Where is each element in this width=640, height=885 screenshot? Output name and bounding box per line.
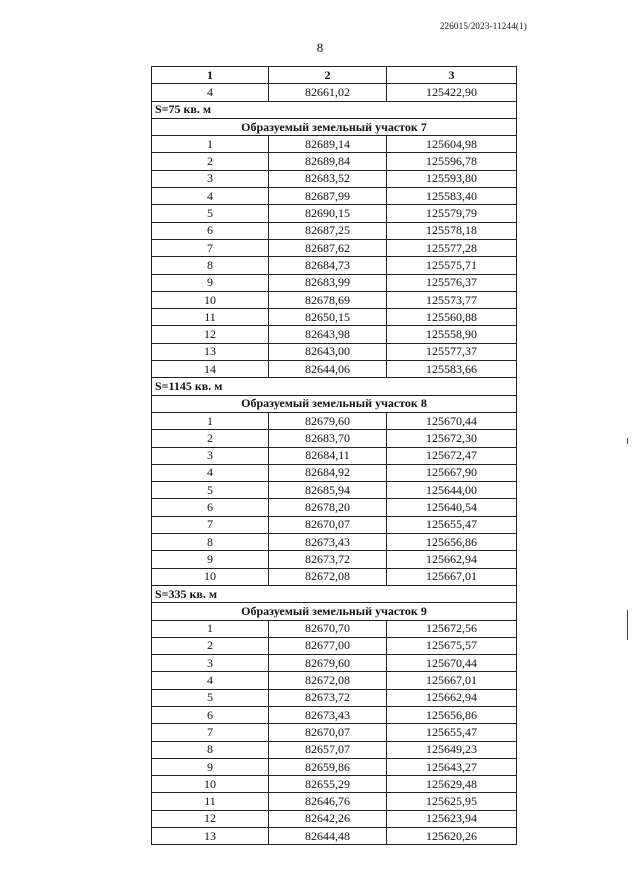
table-row <box>152 637 517 654</box>
x-coordinate-cell: 82678,20 <box>269 499 387 516</box>
table-row <box>152 689 517 706</box>
x-coordinate-cell: 82643,98 <box>269 326 387 343</box>
x-coordinate-cell: 82650,15 <box>269 309 387 326</box>
x-coordinate-cell: 82678,69 <box>269 291 387 308</box>
x-coordinate-cell: 82683,70 <box>269 430 387 447</box>
point-number-cell: 2 <box>152 637 269 654</box>
x-coordinate-cell: 82685,94 <box>269 482 387 499</box>
x-coordinate-cell: 82644,48 <box>269 828 387 845</box>
y-coordinate-cell: 125578,18 <box>387 222 517 239</box>
point-number-cell: 9 <box>152 551 269 568</box>
section-title: Образуемый земельный участок 8 <box>152 395 517 412</box>
table-row <box>152 793 517 810</box>
table-row <box>152 343 517 360</box>
y-coordinate-cell: 125672,47 <box>387 447 517 464</box>
y-coordinate-cell: 125422,90 <box>387 84 517 101</box>
y-coordinate-cell: 125558,90 <box>387 326 517 343</box>
point-number-cell: 1 <box>152 620 269 637</box>
x-coordinate-cell: 82672,08 <box>269 568 387 585</box>
point-number-cell: 4 <box>152 188 269 205</box>
y-coordinate-cell: 125640,54 <box>387 499 517 516</box>
y-coordinate-cell: 125575,71 <box>387 257 517 274</box>
table-row <box>152 361 517 378</box>
y-coordinate-cell: 125670,44 <box>387 655 517 672</box>
y-coordinate-cell: 125656,86 <box>387 706 517 723</box>
y-coordinate-cell: 125644,00 <box>387 482 517 499</box>
table-row <box>152 239 517 256</box>
point-number-cell: 8 <box>152 534 269 551</box>
page-number: 8 <box>316 40 324 55</box>
scan-mark <box>627 610 628 640</box>
y-coordinate-cell: 125670,44 <box>387 412 517 429</box>
x-coordinate-cell: 82683,99 <box>269 274 387 291</box>
table-row <box>152 724 517 741</box>
column-header: 1 <box>152 67 269 84</box>
point-number-cell: 12 <box>152 810 269 827</box>
point-number-cell: 13 <box>152 343 269 360</box>
table-row <box>152 706 517 723</box>
table-row <box>152 257 517 274</box>
point-number-cell: 3 <box>152 170 269 187</box>
table-row <box>152 741 517 758</box>
table-row <box>152 447 517 464</box>
y-coordinate-cell: 125620,26 <box>387 828 517 845</box>
table-row <box>152 551 517 568</box>
y-coordinate-cell: 125667,01 <box>387 568 517 585</box>
x-coordinate-cell: 82659,86 <box>269 758 387 775</box>
table-row <box>152 153 517 170</box>
x-coordinate-cell: 82679,60 <box>269 412 387 429</box>
table-row <box>152 534 517 551</box>
y-coordinate-cell: 125593,80 <box>387 170 517 187</box>
document-id: 226015/2023-11244(1) <box>439 21 527 31</box>
point-number-cell: 12 <box>152 326 269 343</box>
x-coordinate-cell: 82643,00 <box>269 343 387 360</box>
table-row <box>152 464 517 481</box>
x-coordinate-cell: 82690,15 <box>269 205 387 222</box>
x-coordinate-cell: 82655,29 <box>269 776 387 793</box>
point-number-cell: 6 <box>152 706 269 723</box>
point-number-cell: 2 <box>152 430 269 447</box>
y-coordinate-cell: 125672,30 <box>387 430 517 447</box>
point-number-cell: 10 <box>152 291 269 308</box>
area-label: S=75 кв. м <box>152 101 517 118</box>
table-row <box>152 188 517 205</box>
x-coordinate-cell: 82661,02 <box>269 84 387 101</box>
x-coordinate-cell: 82689,84 <box>269 153 387 170</box>
point-number-cell: 11 <box>152 309 269 326</box>
y-coordinate-cell: 125662,94 <box>387 551 517 568</box>
point-number-cell: 8 <box>152 741 269 758</box>
column-header-row <box>152 67 517 84</box>
point-number-cell: 13 <box>152 828 269 845</box>
table-row <box>152 655 517 672</box>
point-number-cell: 10 <box>152 776 269 793</box>
point-number-cell: 11 <box>152 793 269 810</box>
table-row <box>152 672 517 689</box>
x-coordinate-cell: 82684,92 <box>269 464 387 481</box>
y-coordinate-cell: 125577,28 <box>387 239 517 256</box>
table-row <box>152 430 517 447</box>
table-row <box>152 170 517 187</box>
table-row <box>152 828 517 845</box>
y-coordinate-cell: 125655,47 <box>387 724 517 741</box>
y-coordinate-cell: 125649,23 <box>387 741 517 758</box>
point-number-cell: 7 <box>152 516 269 533</box>
y-coordinate-cell: 125625,95 <box>387 793 517 810</box>
table-row <box>152 309 517 326</box>
y-coordinate-cell: 125596,78 <box>387 153 517 170</box>
x-coordinate-cell: 82677,00 <box>269 637 387 654</box>
x-coordinate-cell: 82683,52 <box>269 170 387 187</box>
x-coordinate-cell: 82687,25 <box>269 222 387 239</box>
y-coordinate-cell: 125656,86 <box>387 534 517 551</box>
point-number-cell: 1 <box>152 136 269 153</box>
point-number-cell: 7 <box>152 724 269 741</box>
y-coordinate-cell: 125579,79 <box>387 205 517 222</box>
y-coordinate-cell: 125560,88 <box>387 309 517 326</box>
coordinates-table <box>151 66 517 845</box>
point-number-cell: 6 <box>152 499 269 516</box>
point-number-cell: 8 <box>152 257 269 274</box>
point-number-cell: 4 <box>152 84 269 101</box>
y-coordinate-cell: 125667,01 <box>387 672 517 689</box>
point-number-cell: 4 <box>152 464 269 481</box>
table-row <box>152 222 517 239</box>
table-row <box>152 516 517 533</box>
table-row <box>152 758 517 775</box>
table-row <box>152 205 517 222</box>
section-title-row <box>152 395 517 412</box>
point-number-cell: 9 <box>152 274 269 291</box>
y-coordinate-cell: 125583,40 <box>387 188 517 205</box>
y-coordinate-cell: 125583,66 <box>387 361 517 378</box>
x-coordinate-cell: 82670,07 <box>269 724 387 741</box>
x-coordinate-cell: 82642,26 <box>269 810 387 827</box>
table-row <box>152 291 517 308</box>
y-coordinate-cell: 125667,90 <box>387 464 517 481</box>
area-label: S=1145 кв. м <box>152 378 517 395</box>
point-number-cell: 3 <box>152 655 269 672</box>
x-coordinate-cell: 82670,70 <box>269 620 387 637</box>
point-number-cell: 10 <box>152 568 269 585</box>
y-coordinate-cell: 125655,47 <box>387 516 517 533</box>
area-label-row <box>152 378 517 395</box>
table-row <box>152 84 517 101</box>
point-number-cell: 5 <box>152 205 269 222</box>
table-row <box>152 810 517 827</box>
area-label-row <box>152 585 517 602</box>
table-row <box>152 499 517 516</box>
area-label: S=335 кв. м <box>152 585 517 602</box>
y-coordinate-cell: 125675,57 <box>387 637 517 654</box>
x-coordinate-cell: 82673,43 <box>269 706 387 723</box>
x-coordinate-cell: 82673,72 <box>269 551 387 568</box>
x-coordinate-cell: 82684,73 <box>269 257 387 274</box>
point-number-cell: 1 <box>152 412 269 429</box>
x-coordinate-cell: 82673,72 <box>269 689 387 706</box>
x-coordinate-cell: 82672,08 <box>269 672 387 689</box>
section-title-row <box>152 603 517 620</box>
y-coordinate-cell: 125629,48 <box>387 776 517 793</box>
section-title-row <box>152 118 517 135</box>
y-coordinate-cell: 125672,56 <box>387 620 517 637</box>
point-number-cell: 14 <box>152 361 269 378</box>
y-coordinate-cell: 125576,37 <box>387 274 517 291</box>
point-number-cell: 7 <box>152 239 269 256</box>
x-coordinate-cell: 82687,99 <box>269 188 387 205</box>
point-number-cell: 3 <box>152 447 269 464</box>
point-number-cell: 6 <box>152 222 269 239</box>
y-coordinate-cell: 125643,27 <box>387 758 517 775</box>
scan-mark <box>627 438 628 444</box>
table-row <box>152 482 517 499</box>
x-coordinate-cell: 82684,11 <box>269 447 387 464</box>
x-coordinate-cell: 82670,07 <box>269 516 387 533</box>
y-coordinate-cell: 125577,37 <box>387 343 517 360</box>
y-coordinate-cell: 125662,94 <box>387 689 517 706</box>
table-row <box>152 568 517 585</box>
point-number-cell: 5 <box>152 482 269 499</box>
section-title: Образуемый земельный участок 7 <box>152 118 517 135</box>
point-number-cell: 9 <box>152 758 269 775</box>
x-coordinate-cell: 82687,62 <box>269 239 387 256</box>
y-coordinate-cell: 125623,94 <box>387 810 517 827</box>
x-coordinate-cell: 82646,76 <box>269 793 387 810</box>
table-row <box>152 136 517 153</box>
x-coordinate-cell: 82689,14 <box>269 136 387 153</box>
y-coordinate-cell: 125573,77 <box>387 291 517 308</box>
x-coordinate-cell: 82679,60 <box>269 655 387 672</box>
column-header: 3 <box>387 67 517 84</box>
point-number-cell: 5 <box>152 689 269 706</box>
table-row <box>152 776 517 793</box>
x-coordinate-cell: 82657,07 <box>269 741 387 758</box>
table-row <box>152 412 517 429</box>
column-header: 2 <box>269 67 387 84</box>
point-number-cell: 2 <box>152 153 269 170</box>
x-coordinate-cell: 82673,43 <box>269 534 387 551</box>
point-number-cell: 4 <box>152 672 269 689</box>
table-row <box>152 620 517 637</box>
section-title: Образуемый земельный участок 9 <box>152 603 517 620</box>
table-row <box>152 274 517 291</box>
area-label-row <box>152 101 517 118</box>
x-coordinate-cell: 82644,06 <box>269 361 387 378</box>
y-coordinate-cell: 125604,98 <box>387 136 517 153</box>
table-row <box>152 326 517 343</box>
